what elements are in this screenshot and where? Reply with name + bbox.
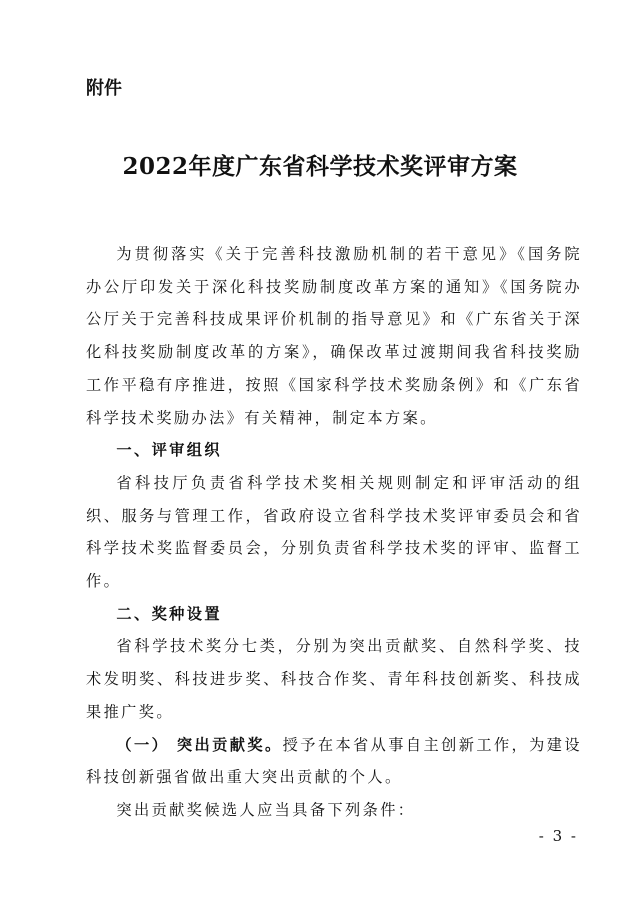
subsection-text: 授予在本省从事自主创新工作，为建设科技创新强省做出重大突出贡献的个人。 <box>86 735 582 787</box>
section-paragraph-award-types: 省科学技术奖分七类，分别为突出贡献奖、自然科学奖、技术发明奖、科技进步奖、科技合作奖、青年科技创新奖、科技成果推广奖。 <box>86 637 582 721</box>
document-body <box>86 238 582 827</box>
page-number: - 3 - <box>538 827 578 845</box>
section-paragraph-review-organization: 省科技厅负责省科学技术奖相关规则制定和评审活动的组织、服务与管理工作，省政府设立省科学技术奖评审委员会和省科学技术奖监督委员会，分别负责省科学技术奖的评审、监督工作。 <box>86 473 582 591</box>
section-heading-review-organization: 一、评审组织 <box>116 441 222 460</box>
section-heading-award-types: 二、奖种设置 <box>116 604 222 623</box>
document-title: 2022年度广东省科学技术奖评审方案 <box>122 153 518 180</box>
subsection-label: （一） 突出贡献奖。 <box>116 735 283 754</box>
conditions-intro-paragraph: 突出贡献奖候选人应当具备下列条件： <box>116 800 416 819</box>
attachment-label: 附件 <box>86 78 122 99</box>
subsection-paragraph-outstanding-contribution <box>86 729 582 794</box>
intro-paragraph: 为贯彻落实《关于完善科技激励机制的若干意见》《国务院办公厅印发关于深化科技奖励制度改革方案的通知》《国务院办公厅关于完善科技成果评价机制的指导意见》和《广东省关于深化科技奖励制度改革的方案》，确保改革过渡期间我省科技奖励工作平稳有序推进，按照《国家科学技术奖励条例》和《广东省科学技术奖励办法》有关精神，制定本方案。 <box>86 245 582 427</box>
